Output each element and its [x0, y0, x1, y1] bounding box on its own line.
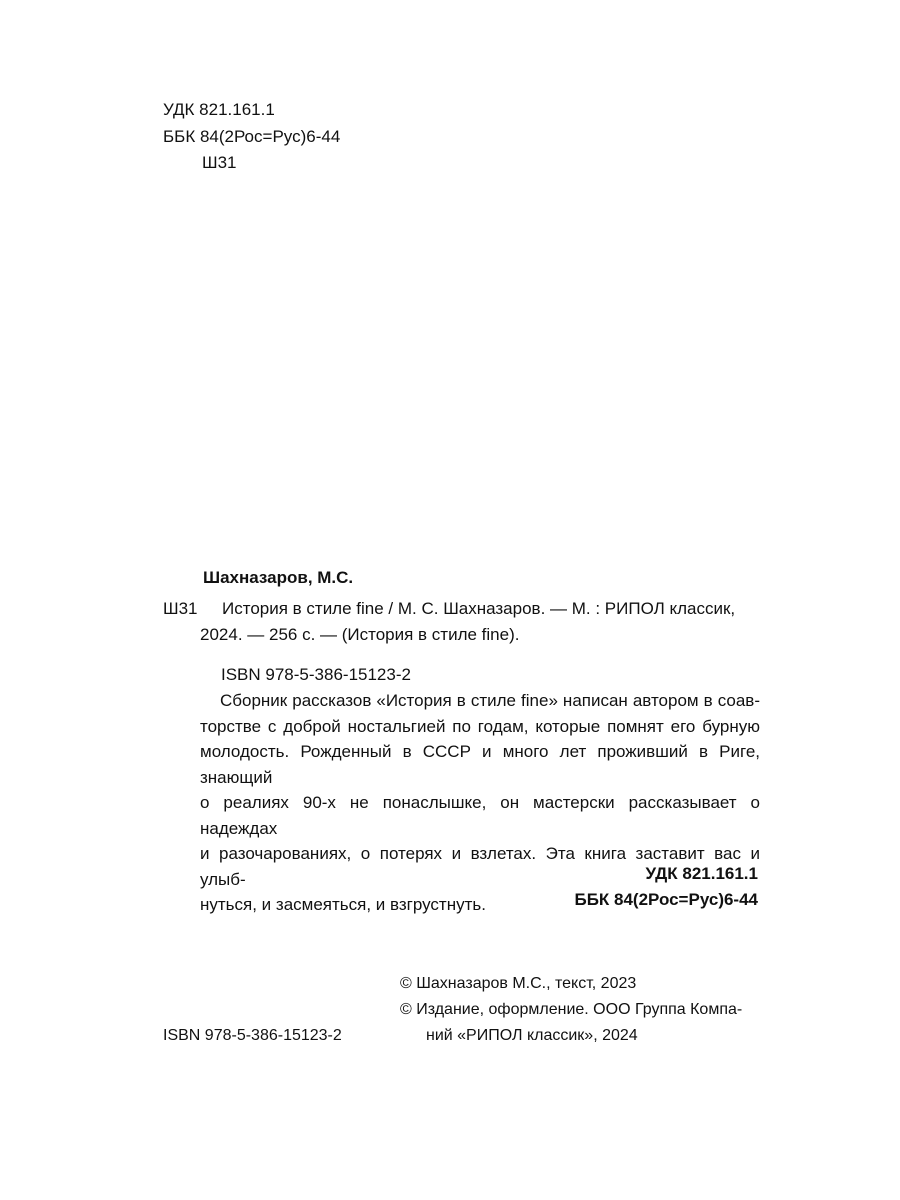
copyright-edition-cont: ний «РИПОЛ классик», 2024 — [426, 1027, 638, 1044]
annotation-line: Сборник рассказов «История в стиле fine» написан автором в соав- — [220, 691, 760, 710]
annotation-line: о реалиях 90-х не понаслышке, он мастерски рассказывает о надеждах — [200, 793, 760, 838]
bbk-code-top: ББК 84(2Рос=Рус)6-44 — [163, 127, 341, 146]
author-code-top: Ш31 — [202, 153, 237, 172]
copyright-block — [400, 971, 760, 1049]
udk-code-top: УДК 821.161.1 — [163, 100, 275, 119]
annotation-line: нуться, и засмеяться, и взгрустнуть. — [200, 895, 486, 914]
author-code-record: Ш31 — [163, 599, 198, 618]
annotation-line: торстве с доброй ностальгией по годам, которые помнят его бурную — [200, 716, 760, 736]
copyright-author: © Шахназаров М.С., текст, 2023 — [400, 975, 637, 992]
isbn-record: ISBN 978-5-386-15123-2 — [221, 665, 411, 684]
isbn-bottom: ISBN 978-5-386-15123-2 — [163, 1027, 342, 1044]
copyright-edition: © Издание, оформление. ООО Группа Компа- — [400, 1001, 743, 1018]
annotation-line: молодость. Рожденный в СССР и много лет проживший в Риге, знающий — [200, 742, 760, 787]
title-line-1: История в стиле fine / М. С. Шахназаров. — М. : РИПОЛ классик, — [222, 599, 736, 618]
bbk-code-right: ББК 84(2Рос=Рус)6-44 — [574, 890, 758, 909]
author-heading: Шахназаров, М.С. — [203, 568, 354, 587]
udk-code-right: УДК 821.161.1 — [645, 864, 758, 883]
title-line-2: 2024. — 256 с. — (История в стиле fine). — [200, 625, 520, 644]
annotation-line: и разочарованиях, о потерях и взлетах. Эта книга заставит вас и улыб- — [200, 844, 760, 889]
